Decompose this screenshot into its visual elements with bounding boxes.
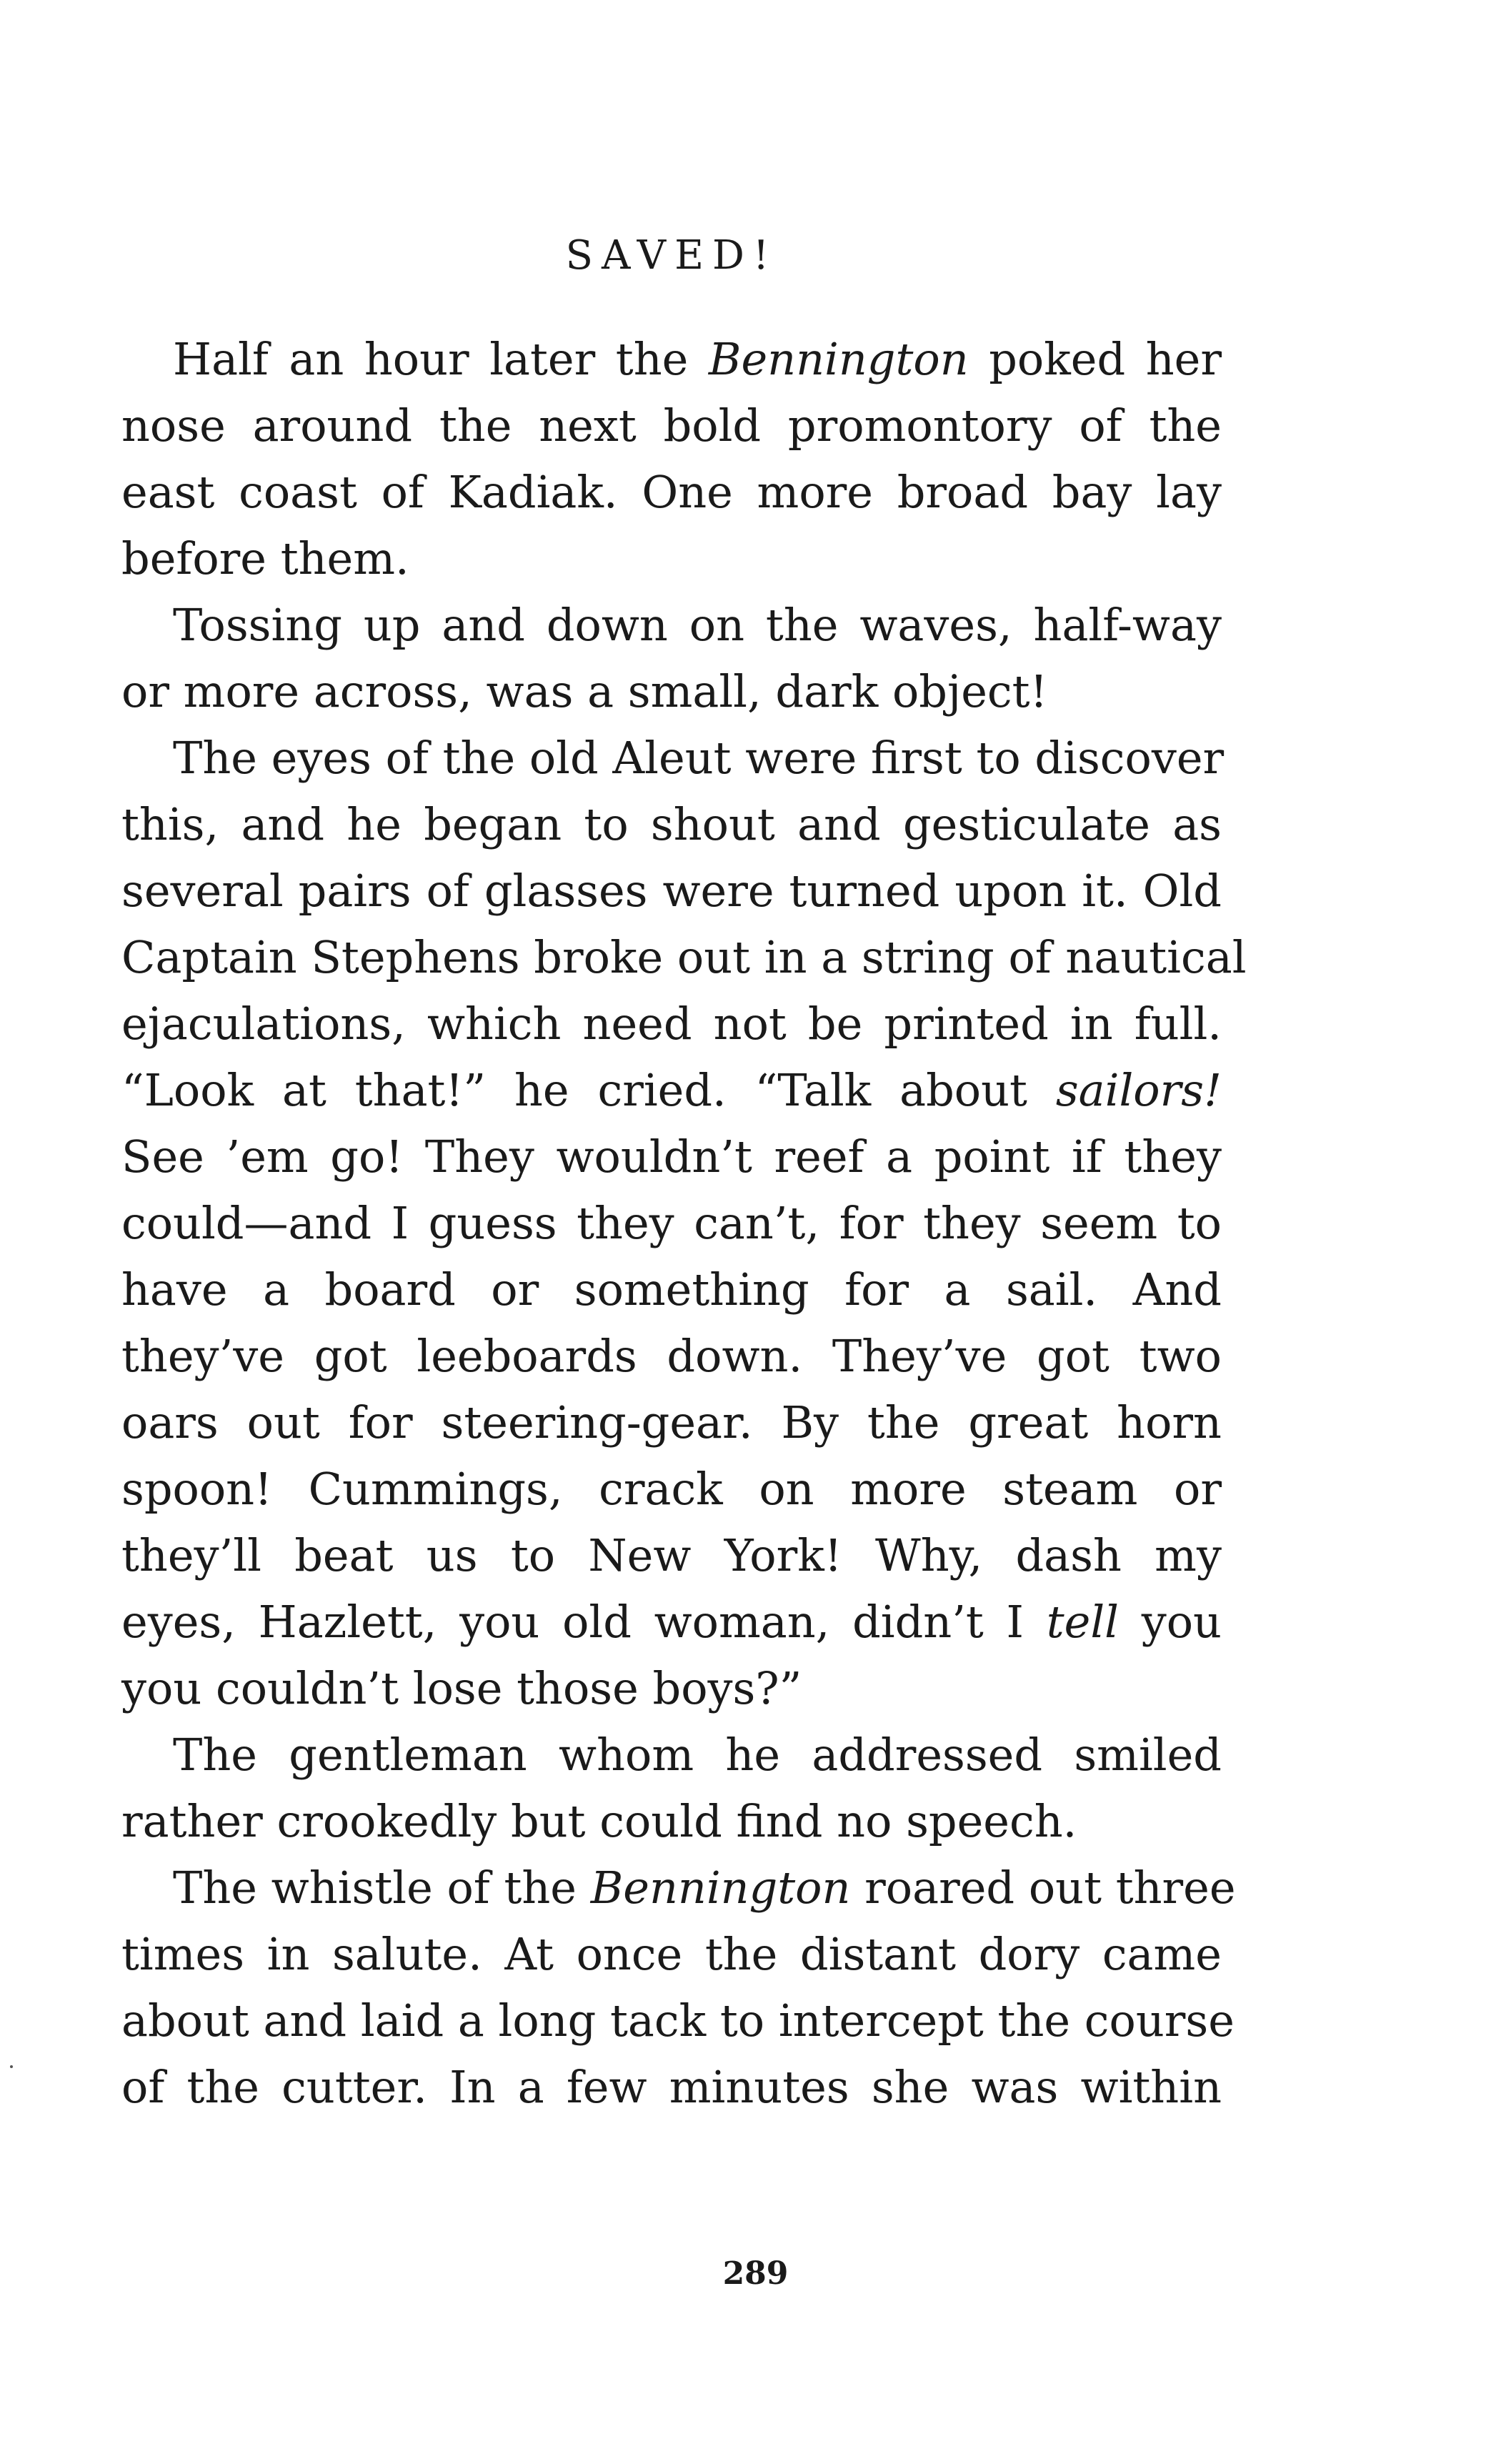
text-run: you couldn’t lose those boys?” [121,1662,802,1714]
text-line [121,1522,1222,1589]
text-run: oars out for steering-gear. By the great horn [121,1396,1222,1449]
italic-text: tell [1046,1596,1119,1648]
text-run: several pairs of glasses were turned upon it. Old [121,865,1222,917]
book-page [121,232,1247,2120]
text-run: spoon! Cummings, crack on more steam or [121,1463,1222,1515]
paragraph [121,725,1247,1722]
text-run: ejaculations, which need not be printed in full. [121,998,1222,1050]
text-line [121,459,1222,525]
italic-text: sailors! [1055,1064,1222,1116]
text-line [121,1722,1222,1788]
text-line [121,326,1222,392]
italic-text: Bennington [708,333,969,385]
italic-text: Bennington [590,1862,851,1914]
text-line [121,658,1222,725]
text-run: or more across, was a small, dark object! [121,665,1048,717]
text-run: Half an hour later the [173,333,709,385]
text-line [121,1788,1222,1854]
text-run: poked her [968,333,1222,385]
text-run: east coast of Kadiak. One more broad bay lay [121,466,1222,518]
text-run: See ’em go! They wouldn’t reef a point if they [121,1131,1222,1183]
text-run: you [1119,1596,1222,1648]
paper-speck [10,2065,13,2068]
text-line [121,1987,1235,2054]
text-run: this, and he began to shout and gesticulate as [121,798,1222,850]
text-line [121,592,1222,658]
text-line [121,791,1222,858]
text-run: about and laid a long tack to intercept the course [121,1994,1235,2047]
text-run: “Look at that!” he cried. “Talk about [121,1064,1056,1116]
paragraph [121,592,1222,725]
text-line [121,1854,1236,1921]
text-run: Captain Stephens broke out in a string of nautical [121,931,1247,983]
text-line [121,1456,1222,1522]
page-number: 289 [722,2255,789,2292]
text-run: Tossing up and down on the waves, half-way [173,599,1222,651]
text-run: The eyes of the old Aleut were first to discover [173,732,1225,784]
body-text [121,326,1247,2120]
text-line [121,924,1247,990]
text-line [121,2054,1222,2120]
text-run: The gentleman whom he addressed smiled [173,1729,1222,1781]
text-run: of the cutter. In a few minutes she was within [121,2061,1222,2113]
text-line [121,725,1225,791]
paragraph [121,1854,1236,2120]
text-run: eyes, Hazlett, you old woman, didn’t I [121,1596,1047,1648]
text-run: times in salute. At once the distant dory came [121,1928,1222,1980]
text-run: before them. [121,532,409,585]
text-line [121,1057,1222,1123]
text-run: The whistle of the [173,1862,591,1914]
text-line [121,1123,1222,1190]
text-line [121,392,1222,459]
text-line [121,1323,1222,1389]
text-line [121,1389,1222,1456]
text-line [121,525,1222,592]
paragraph [121,326,1222,592]
text-line [121,990,1222,1057]
text-line [121,858,1222,924]
text-run: roared out three [850,1862,1236,1914]
text-run: they’ve got leeboards down. They’ve got two [121,1330,1222,1382]
paragraph [121,1722,1222,1854]
text-line [121,1655,1222,1722]
running-head: SAVED! [565,232,778,279]
text-run: rather crookedly but could find no speech. [121,1795,1077,1847]
text-run: they’ll beat us to New York! Why, dash my [121,1529,1222,1581]
text-line [121,1921,1222,1987]
text-line [121,1589,1222,1655]
text-run: nose around the next bold promontory of the [121,399,1222,452]
text-line [121,1256,1222,1323]
text-run: could—and I guess they can’t, for they seem to [121,1197,1222,1249]
text-run: have a board or something for a sail. And [121,1263,1222,1316]
text-line [121,1190,1222,1256]
